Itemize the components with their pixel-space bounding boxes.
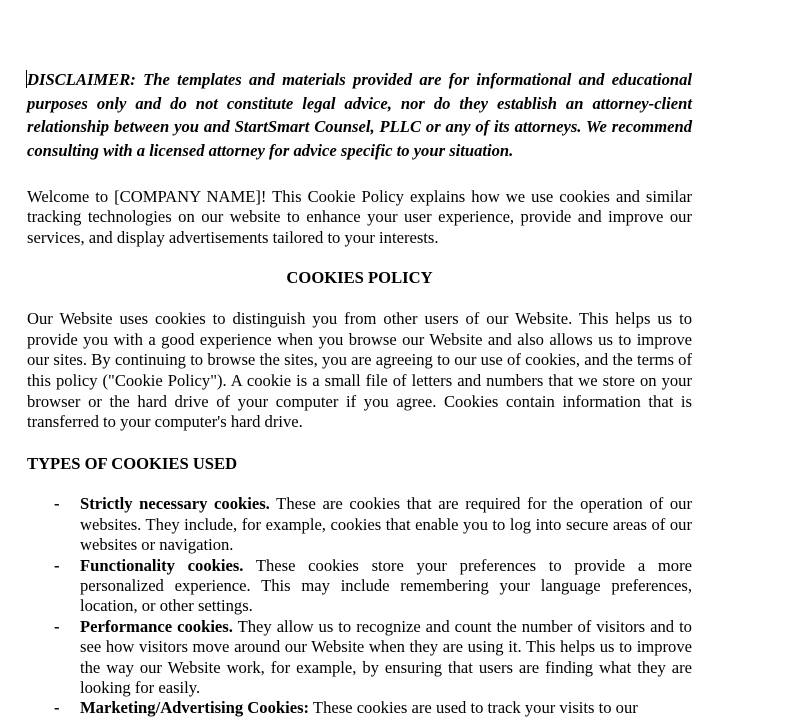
cookie-type-description: These cookies are used to track your visits to our xyxy=(309,698,638,718)
disclaimer-text: DISCLAIMER: The templates and materials provided are for informational and educational purposes only and do not constitute legal advice, nor do they establish an attorney-client relationship between you and StartSmart Counsel, PLLC or any of its attorneys. We recommend consulting with a licensed attorney for advice specific to your situation. xyxy=(27,70,692,161)
document-page xyxy=(27,68,692,719)
cookie-type-description: These cookies store your preferences to provide a more personalized experience. This may include remembering your language preferences, location, or other settings. xyxy=(80,555,692,616)
bullet-dash: - xyxy=(54,555,60,575)
cookie-type-term: Marketing/Advertising Cookies: xyxy=(80,698,310,718)
cookie-type-description: These are cookies that are required for the operation of our websites. They include, for example, cookies that enable you to log into secure areas of our websites or navigation. xyxy=(80,494,692,555)
cookie-types-list xyxy=(27,494,692,718)
cookie-type-description: They allow us to recognize and count the number of visitors and to see how visitors move around our Website when they are using it. This helps us to improve the way our Website work, for example, by ensuring that users are finding what they are looking for easily. xyxy=(80,616,692,697)
bullet-dash: - xyxy=(54,698,60,718)
bullet-dash: - xyxy=(54,616,60,636)
disclaimer-paragraph xyxy=(27,68,692,163)
list-item xyxy=(27,617,692,699)
list-item xyxy=(27,556,692,617)
types-heading: TYPES OF COOKIES USED xyxy=(27,453,238,473)
cookie-type-term: Strictly necessary cookies. xyxy=(80,494,270,514)
list-item xyxy=(27,494,692,555)
cookie-type-term: Functionality cookies. xyxy=(80,555,244,575)
text-cursor xyxy=(26,70,27,88)
welcome-paragraph: Welcome to [COMPANY NAME]! This Cookie Policy explains how we use cookies and similar tracking technologies on our website to enhance your user experience, provide and improve our services, and display advertisements tailored to your interests. xyxy=(27,186,692,247)
policy-title: COOKIES POLICY xyxy=(286,267,433,287)
list-item xyxy=(27,698,692,718)
policy-intro-paragraph: Our Website uses cookies to distinguish you from other users of our Website. This helps us to provide you with a good experience when you browse our Website and also allows us to improve our sites. By continuing to browse the sites, you are agreeing to our use of cookies, and the terms of this policy ("Cookie Policy"). A cookie is a small file of letters and numbers that we store on your browser or the hard drive of your computer if you agree. Cookies contain information that is transferred to your computer's hard drive. xyxy=(27,309,692,432)
cookie-type-term: Performance cookies. xyxy=(80,616,233,636)
bullet-dash: - xyxy=(54,494,60,514)
